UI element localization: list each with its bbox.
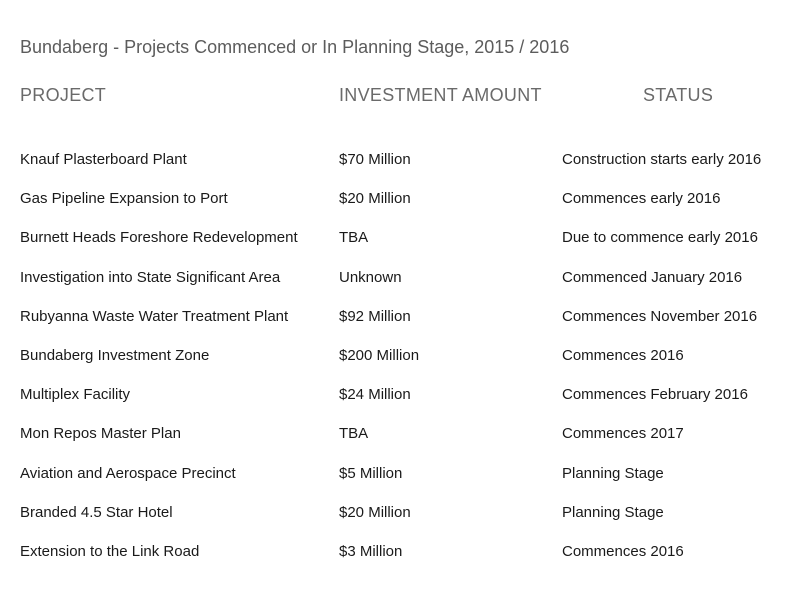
investment-amount-cell: $200 Million [339,346,420,364]
document-title: Bundaberg - Projects Commenced or In Planning Stage, 2015 / 2016 [20,37,570,57]
investment-amount-cell: Unknown [339,268,402,286]
table-row [0,189,800,228]
project-name-cell: Mon Repos Master Plan [20,425,181,443]
investment-amount-cell: TBA [339,425,369,443]
investment-amount-cell: $24 Million [339,386,411,404]
investment-amount-cell: $3 Million [339,542,403,560]
table-row [0,268,800,307]
status-cell: Commences 2017 [562,425,684,443]
project-name-cell: Multiplex Facility [20,386,131,404]
investment-amount-cell: $20 Million [339,190,411,208]
projects-table [0,150,800,581]
investment-amount-cell: $92 Million [339,307,411,325]
project-name-cell: Branded 4.5 Star Hotel [20,503,173,521]
column-header-investment-amount: INVESTMENT AMOUNT [339,85,542,105]
project-name-cell: Investigation into State Significant Area [20,268,281,286]
table-row [0,542,800,581]
column-header-status: STATUS [643,85,714,105]
status-cell: Planning Stage [562,464,664,482]
table-row [0,503,800,542]
project-name-cell: Burnett Heads Foreshore Redevelopment [20,229,298,247]
project-name-cell: Extension to the Link Road [20,542,200,560]
status-cell: Commences November 2016 [562,307,758,325]
status-cell: Commenced January 2016 [562,268,743,286]
table-row [0,424,800,463]
status-cell: Commences 2016 [562,346,684,364]
project-name-cell: Bundaberg Investment Zone [20,346,210,364]
project-name-cell: Knauf Plasterboard Plant [20,151,187,168]
table-row [0,346,800,385]
status-cell: Due to commence early 2016 [562,229,758,247]
status-cell: Commences early 2016 [562,190,721,208]
investment-amount-cell: $5 Million [339,464,403,482]
project-name-cell: Rubyanna Waste Water Treatment Plant [20,307,289,325]
project-name-cell: Gas Pipeline Expansion to Port [20,190,228,208]
table-row [0,307,800,346]
table-row [0,385,800,424]
status-cell: Commences February 2016 [562,386,748,404]
investment-amount-cell: $70 Million [339,151,411,168]
status-cell: Commences 2016 [562,542,684,560]
status-cell: Planning Stage [562,503,664,521]
status-cell: Construction starts early 2016 [562,151,762,168]
table-row [0,464,800,503]
table-row [0,228,800,267]
table-row [0,150,800,189]
column-header-project: PROJECT [20,85,107,105]
project-name-cell: Aviation and Aerospace Precinct [20,464,236,482]
investment-amount-cell: TBA [339,229,369,247]
investment-amount-cell: $20 Million [339,503,411,521]
